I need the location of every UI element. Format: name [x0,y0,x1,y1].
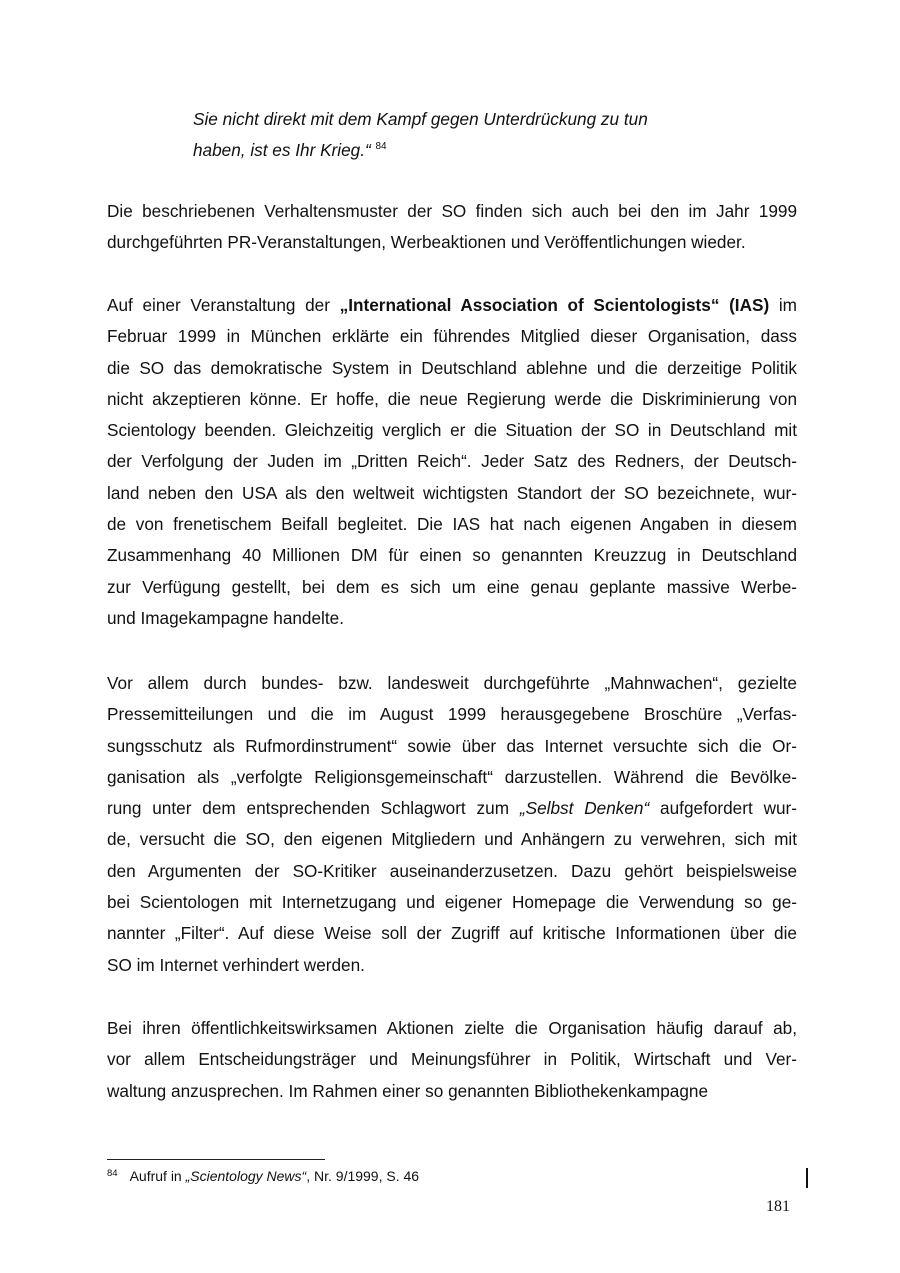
text-line: nicht akzeptieren könne. Er hoffe, die neue Regierung werde die Diskriminierung von [107,388,797,409]
page-number: 181 [766,1198,790,1215]
quote-line-text: haben, ist es Ihr Krieg.“ [193,140,371,160]
text-line: Vor allem durch bundes- bzw. landesweit durchgeführte „Mahnwachen“, gezielte [107,673,797,693]
text-line: vor allem Entscheidungsträger und Meinungsführer in Politik, Wirtschaft und Ver- [107,1049,797,1070]
text-line: nannter „Filter“. Auf diese Weise soll der Zugriff auf kritische Informationen über die [107,923,797,944]
text-line: der Verfolgung der Juden im „Dritten Reich“. Jeder Satz des Redners, der Deutsch- [107,451,797,472]
text-line: sungsschutz als Rufmordinstrument“ sowie über das Internet versuchte sich die Or- [107,735,797,756]
text-span: Aufruf in [129,1168,186,1184]
text-line: Zusammenhang 40 Millionen DM für einen so genannten Kreuzzug in Deutschland [107,545,797,566]
quote-line [193,135,753,166]
footnote-number: 84 [107,1168,118,1179]
text-line: land neben den USA als den weltweit wichtigsten Standort der SO bezeichnete, wur- [107,482,797,503]
text-line: durchgeführten PR-Veranstaltungen, Werbeaktionen und Veröffentlichungen wieder. [107,232,746,253]
block-quote [193,104,753,166]
text-line: ganisation als „verfolgte Religionsgemeinschaft“ darzustellen. Während die Bevölke- [107,766,797,787]
text-line: Bei ihren öffentlichkeitswirksamen Aktionen zielte die Organisation häufig darauf ab, [107,1018,797,1038]
text-line: Die beschriebenen Verhaltensmuster der SO finden sich auch bei den im Jahr 1999 [107,201,797,221]
publication-title-italic: „Scientology News“ [185,1168,307,1184]
paragraph-1 [107,196,797,259]
text-line: und Imagekampagne handelte. [107,607,344,628]
text-span: rung unter dem entsprechenden Schlagwort zum [107,798,520,819]
text-line [107,290,797,321]
text-span: , Nr. 9/1999, S. 46 [306,1168,420,1184]
text-span: aufgefordert wur- [649,798,798,819]
text-line: de, versucht die SO, den eigenen Mitgliedern und Anhängern zu verwehren, sich mit [107,829,797,850]
text-line: Pressemitteilungen und die im August 1999 herausgegebene Broschüre „Verfas- [107,704,797,725]
quoted-slogan-italic: „Selbst Denken“ [519,798,650,819]
text-line [107,793,797,824]
footnote-separator [107,1159,325,1160]
revision-change-bar [806,1168,808,1188]
paragraph-3 [107,668,797,981]
quote-line: Sie nicht direkt mit dem Kampf gegen Unterdrückung zu tun [193,109,648,129]
paragraph-4 [107,1013,797,1107]
text-line: Scientology beenden. Gleichzeitig verglich er die Situation der SO in Deutschland mit [107,420,797,441]
text-line: waltung anzusprechen. Im Rahmen einer so genannten Bibliothekenkampagne [107,1080,709,1101]
organization-name-bold: „International Association of Scientologists“ (IAS) [339,295,770,315]
text-line: bei Scientologen mit Internetzugang und eigener Homepage die Verwendung so ge- [107,892,797,913]
text-line: de von frenetischem Beifall begleitet. Die IAS hat nach eigenen Angaben in diesem [107,514,797,535]
footnote-reference[interactable]: 84 [375,141,387,152]
text-span: Auf einer Veranstaltung der [107,295,340,315]
text-line: den Argumenten der SO-Kritiker auseinanderzusetzen. Dazu gehört beispielsweise [107,860,797,881]
text-span: im [769,295,797,315]
text-line: die SO das demokratische System in Deutschland ablehne und die derzeitige Politik [107,357,797,378]
footnote [107,1166,419,1186]
paragraph-2 [107,290,797,634]
text-line: SO im Internet verhindert werden. [107,954,365,975]
text-line: zur Verfügung gestellt, bei dem es sich um eine genau geplante massive Werbe- [107,576,797,597]
text-line: Februar 1999 in München erklärte ein führendes Mitglied dieser Organisation, dass [107,326,797,347]
